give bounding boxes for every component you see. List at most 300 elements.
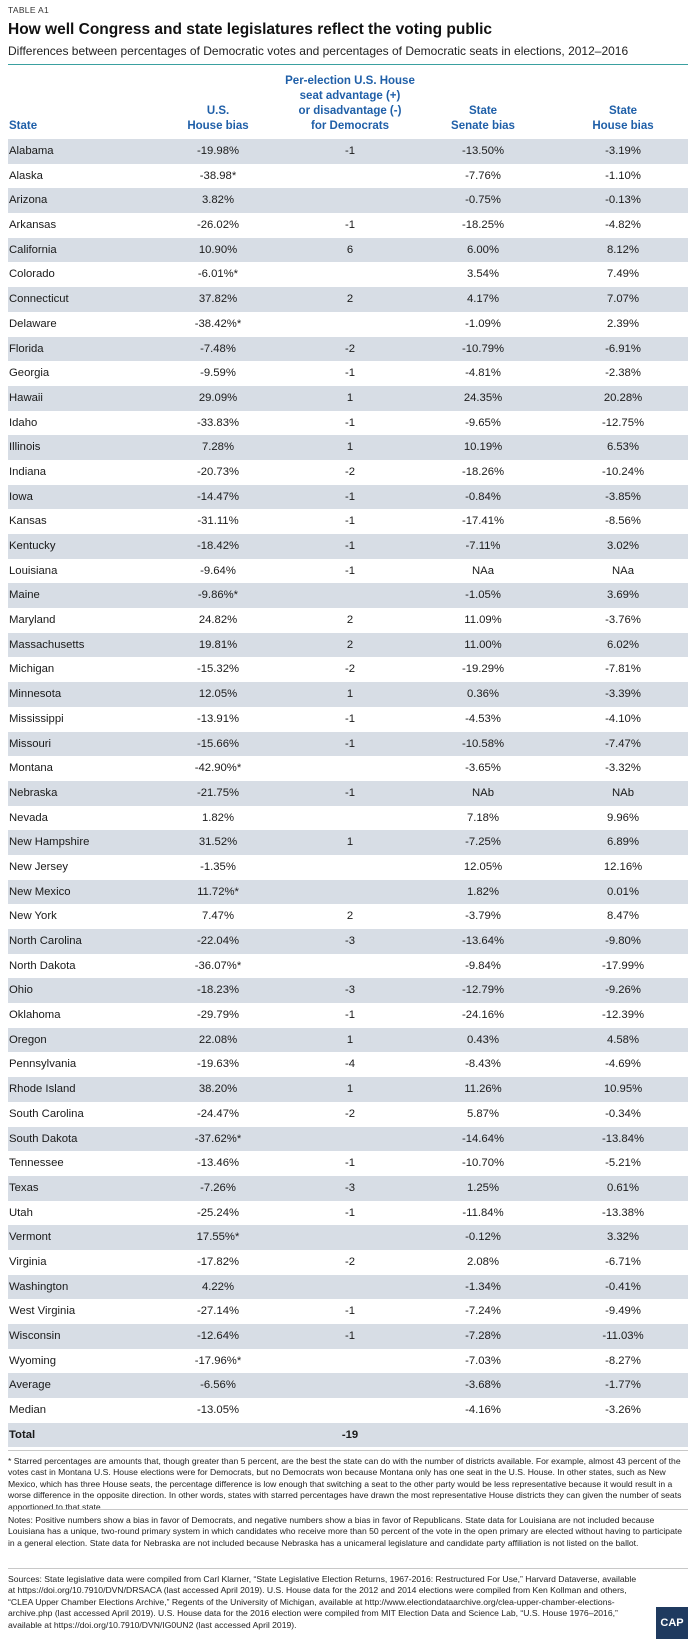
cell-state-senate-bias: 11.26% (464, 1083, 502, 1096)
table-row (8, 213, 688, 238)
cell-state-house-bias: -12.39% (601, 1009, 645, 1022)
cell-state-senate-bias: -0.84% (465, 490, 501, 503)
table-row (8, 435, 688, 460)
cell-state-house-bias: -10.24% (601, 465, 645, 478)
table-row (8, 806, 688, 831)
header-us-house-bias-line1: U.S. (206, 105, 230, 117)
cell-us-house-bias: -20.73% (196, 465, 240, 478)
table-row (8, 657, 688, 682)
cell-state: Georgia (9, 367, 50, 380)
cell-state-house-bias: 9.96% (606, 811, 640, 824)
cell-state-house-bias: -7.81% (605, 663, 641, 676)
cell-us-house-bias: 4.22% (201, 1280, 235, 1293)
table-row (8, 1225, 688, 1250)
cell-state-senate-bias: -1.05% (465, 589, 501, 602)
cell-state-senate-bias: 4.17% (466, 293, 500, 306)
cell-us-house-bias: 7.28% (201, 441, 235, 454)
sources-separator (8, 1568, 688, 1569)
cell-us-house-bias: 38.20% (198, 1083, 238, 1096)
table-row (8, 1275, 688, 1300)
cell-state-senate-bias: -9.84% (465, 959, 501, 972)
cell-state-house-bias: -8.56% (605, 515, 641, 528)
cell-seat-advantage: -1 (344, 540, 356, 552)
page-subtitle: Differences between percentages of Democratic votes and percentages of Democratic seats in elections, 2012–2016 (8, 44, 629, 58)
cell-seat-advantage: 6 (346, 243, 354, 256)
cell-state-house-bias: -6.91% (605, 342, 641, 355)
cell-seat-advantage: -2 (344, 663, 356, 676)
cell-state: Delaware (9, 317, 57, 330)
cell-state: Washington (9, 1280, 69, 1293)
table-row (8, 411, 688, 436)
cell-state-senate-bias: 1.82% (466, 885, 500, 898)
cell-state: Virginia (9, 1255, 47, 1268)
cell-state: Rhode Island (9, 1083, 76, 1096)
cell-state-senate-bias: -11.84% (462, 1206, 504, 1219)
cell-us-house-bias: -1.35% (200, 860, 236, 873)
cell-state: Nebraska (9, 786, 58, 799)
table-row (8, 855, 688, 880)
table-row (8, 559, 688, 584)
table-row (8, 1349, 688, 1374)
table-row (8, 781, 688, 806)
header-seat-advantage-line2: seat advantage (+) (299, 90, 401, 102)
cell-state: Arizona (9, 194, 48, 207)
header-house-line1: State (608, 105, 638, 117)
cell-us-house-bias: -7.48% (200, 342, 236, 355)
footnote: * Starred percentages are amounts that, though greater than 5 percent, are the best the state can do with the number of districts available. For example, almost 43 percent of the votes cast in Montana U.S. House elections were for Democrats, but no Democrats won because Montana only has one seat in the U.S. House. In other states, such as New Mexico, which has three House seats, the percentage difference is low enough that switching a seat to the other party would be less representative because it would result in a worse difference in the opposite direction. In other words, states with starred percentages have drawn the most representative House districts they can given the number of seats apportioned to that state. (8, 1456, 682, 1512)
cell-state-senate-bias: 12.05% (463, 860, 503, 873)
cell-state-senate-bias: -0.12% (465, 1231, 501, 1244)
cell-state-senate-bias: -14.64% (461, 1132, 505, 1145)
cell-state-house-bias: -13.84% (601, 1132, 645, 1145)
cell-seat-advantage: -1 (344, 515, 356, 528)
cell-state-house-bias: -3.26% (605, 1404, 641, 1417)
cell-state-house-bias: -2.38% (605, 367, 641, 380)
cell-us-house-bias: -18.23% (196, 984, 240, 997)
table-row (8, 1028, 688, 1053)
table-row (8, 608, 688, 633)
table-row (8, 583, 688, 608)
cell-us-house-bias: -13.91% (196, 712, 240, 725)
table-row (8, 929, 688, 954)
cell-state-house-bias: NAb (612, 786, 634, 799)
footnote-separator (8, 1450, 688, 1451)
cell-state-house-bias: 8.12% (606, 243, 640, 256)
table-row (8, 1398, 688, 1423)
cell-state-senate-bias: 0.43% (466, 1033, 500, 1046)
sources: Sources: State legislative data were compiled from Carl Klarner, “State Legislative Election Returns, 1967-2016: Restructured For Use,” Harvard Dataverse, available at https://doi.org/10.7910/DVN/DRSACA (last accessed April 2019). U.S. House data for the 2012 and 2014 elections were compiled from Ken Kollman and others, “CLEA Upper Chamber Elections Archive,” Regents of the University of Michigan, available at http://www.electiondataarchive.org/clea-upper-chamber-elections-archive.php (last accessed April 2019). U.S. House data for the 2016 election were compiled from MIT Election Data and Science Lab, “U.S. House 1976–2016,” available at https://doi.org/10.7910/DVN/IG0UN2 (last accessed April 2019). (8, 1574, 637, 1630)
cell-state-house-bias: 7.49% (606, 268, 640, 281)
cell-seat-advantage: -3 (344, 1181, 356, 1194)
cell-us-house-bias: -38.42%* (194, 317, 242, 330)
cell-state-senate-bias: -10.70% (461, 1157, 505, 1170)
cell-seat-advantage: 1 (346, 441, 354, 454)
cell-us-house-bias: 29.09% (198, 391, 238, 404)
cell-state-house-bias: -3.39% (605, 688, 641, 701)
cell-us-house-bias: -25.24% (196, 1206, 240, 1219)
cell-us-house-bias: -12.64% (196, 1330, 240, 1342)
table-row (8, 1299, 688, 1324)
cell-state-senate-bias: -7.76% (465, 169, 501, 182)
cell-us-house-bias: -9.64% (200, 564, 236, 577)
cell-state-senate-bias: 10.19% (463, 441, 503, 454)
cell-state-senate-bias: -18.25% (461, 219, 505, 232)
cell-state: South Carolina (9, 1107, 84, 1120)
header-us-house-bias (148, 104, 288, 134)
cell-state-senate-bias: -3.65% (465, 762, 501, 775)
total-label: Total (9, 1428, 36, 1441)
cell-state-house-bias: 2.39% (606, 317, 640, 330)
table-row (8, 830, 688, 855)
cell-state-senate-bias: -7.24% (465, 1305, 501, 1318)
cell-state: Tennessee (9, 1157, 64, 1170)
table-row (8, 1003, 688, 1028)
cell-state-house-bias: -7.47% (605, 737, 641, 750)
cell-state: Florida (9, 342, 44, 355)
cell-state-house-bias: 7.07% (606, 293, 640, 306)
cell-us-house-bias: -42.90%* (194, 762, 242, 775)
cell-seat-advantage: -1 (344, 1009, 356, 1022)
cell-state: Oklahoma (9, 1009, 61, 1022)
cell-state-senate-bias: -7.11% (465, 540, 501, 552)
header-state: State (9, 120, 38, 132)
cell-state-senate-bias: -8.43% (465, 1058, 501, 1071)
cell-us-house-bias: -27.14% (196, 1305, 240, 1318)
cell-state-senate-bias: -18.26% (461, 465, 505, 478)
cell-state-house-bias: -3.19% (605, 145, 641, 157)
cell-state-senate-bias: -10.58% (461, 737, 505, 750)
cell-state: Michigan (9, 663, 55, 676)
table-row (8, 262, 688, 287)
table-row (8, 509, 688, 534)
cell-state-senate-bias: -4.16% (465, 1404, 501, 1417)
table-row (8, 633, 688, 658)
cell-us-house-bias: -6.01%* (197, 268, 239, 281)
cell-state: Wyoming (9, 1354, 56, 1367)
header-seat-advantage (270, 74, 430, 134)
table-row (8, 954, 688, 979)
cell-state-senate-bias: -7.03% (465, 1354, 501, 1367)
cell-state-senate-bias: -3.79% (465, 910, 501, 923)
cell-state: Connecticut (9, 293, 69, 306)
table-row (8, 1102, 688, 1127)
cell-state-senate-bias: 5.87% (466, 1107, 500, 1120)
cell-seat-advantage: -1 (344, 219, 356, 232)
cell-state-senate-bias: -1.34% (465, 1280, 501, 1293)
cell-state: Utah (9, 1206, 33, 1219)
cell-seat-advantage: -1 (344, 737, 356, 750)
cell-state: Texas (9, 1181, 39, 1194)
cell-state-house-bias: -0.13% (605, 194, 641, 207)
cell-state-senate-bias: -1.09% (465, 317, 501, 330)
table-row (8, 287, 688, 312)
table-row (8, 337, 688, 362)
cell-state-house-bias: -9.49% (605, 1305, 641, 1318)
cell-state-house-bias: -4.10% (605, 712, 641, 725)
table-row (8, 1127, 688, 1152)
cell-state-senate-bias: NAa (472, 564, 494, 577)
cell-state: Illinois (9, 441, 41, 454)
cell-us-house-bias: 11.72%* (197, 885, 239, 898)
table-row (8, 1250, 688, 1275)
header-state-senate-bias (418, 104, 548, 134)
cell-us-house-bias: 1.82% (201, 811, 235, 824)
cell-state: Maine (9, 589, 40, 602)
cell-state-senate-bias: 11.00% (464, 638, 502, 651)
cell-state-house-bias: 12.16% (603, 860, 643, 873)
cell-us-house-bias: -17.82% (196, 1255, 240, 1268)
cell-state-house-bias: 4.58% (606, 1033, 640, 1046)
cell-us-house-bias: -33.83% (196, 416, 240, 429)
cell-state-senate-bias: -4.81% (465, 367, 501, 380)
cell-seat-advantage: -2 (344, 1107, 356, 1120)
cell-seat-advantage: -1 (344, 416, 356, 429)
cell-state: West Virginia (9, 1305, 76, 1318)
cell-state: Kansas (9, 515, 47, 528)
cell-us-house-bias: -18.42% (196, 540, 240, 552)
cell-state-senate-bias: 7.18% (466, 811, 500, 824)
cell-state-senate-bias: 11.09% (464, 614, 502, 627)
cell-state-senate-bias: 6.00% (466, 243, 500, 256)
cell-state-senate-bias: -7.25% (465, 836, 501, 849)
table-row (8, 386, 688, 411)
table-row (8, 238, 688, 263)
cell-state: Massachusetts (9, 638, 85, 651)
cell-seat-advantage: 1 (346, 1033, 354, 1046)
cell-us-house-bias: 3.82% (201, 194, 235, 207)
cell-state-senate-bias: -3.68% (465, 1379, 501, 1392)
table-tag: TABLE A1 (8, 5, 49, 15)
cell-us-house-bias: -9.86%* (197, 589, 239, 602)
cell-state-house-bias: -17.99% (601, 959, 645, 972)
cell-state: New Mexico (9, 885, 71, 898)
cell-us-house-bias: -7.26% (200, 1181, 236, 1194)
cell-state: Mississippi (9, 712, 64, 725)
cell-us-house-bias: -26.02% (196, 219, 240, 232)
cell-us-house-bias: -29.79% (196, 1009, 240, 1022)
table-row (8, 1151, 688, 1176)
table-row (8, 1052, 688, 1077)
table-row (8, 164, 688, 189)
title-rule (8, 64, 688, 65)
header-state-house-bias (558, 104, 688, 134)
cell-state-house-bias: 3.32% (606, 1231, 640, 1244)
table-row (8, 485, 688, 510)
cell-seat-advantage: -1 (344, 145, 356, 157)
cell-state-senate-bias: 1.25% (466, 1181, 500, 1194)
cell-state-senate-bias: -0.75% (465, 194, 501, 207)
cell-state-house-bias: -3.85% (605, 490, 641, 503)
cell-us-house-bias: 37.82% (198, 293, 238, 306)
cell-seat-advantage: -1 (344, 367, 356, 380)
cell-state: Louisiana (9, 564, 58, 577)
header-seat-advantage-line3: or disadvantage (-) (298, 105, 402, 117)
table-row (8, 904, 688, 929)
cell-state-house-bias: -3.32% (605, 762, 641, 775)
cell-state-senate-bias: -9.65% (465, 416, 501, 429)
cell-state-house-bias: 20.28% (603, 391, 643, 404)
cell-seat-advantage: -1 (344, 564, 356, 577)
cell-state-house-bias: -0.34% (605, 1107, 641, 1120)
cell-seat-advantage: -1 (344, 712, 356, 725)
cell-state-senate-bias: -13.50% (461, 145, 505, 157)
table-row (8, 707, 688, 732)
table-row (8, 756, 688, 781)
cell-seat-advantage: 1 (346, 836, 354, 849)
cell-state: Montana (9, 762, 53, 775)
cell-us-house-bias: -36.07%* (194, 959, 242, 972)
cell-us-house-bias: -24.47% (196, 1107, 240, 1120)
cell-state-house-bias: -1.10% (605, 169, 641, 182)
cell-seat-advantage: -1 (344, 1157, 356, 1170)
header-us-house-bias-line2: House bias (187, 120, 249, 132)
cell-us-house-bias: -37.62%* (194, 1132, 242, 1145)
cell-state-house-bias: -12.75% (601, 416, 645, 429)
cell-seat-advantage: -2 (344, 465, 356, 478)
total-seat-advantage: -19 (341, 1428, 359, 1441)
cell-us-house-bias: -21.75% (196, 786, 240, 799)
cell-state: Indiana (9, 465, 47, 478)
cell-seat-advantage: 2 (346, 614, 354, 627)
cell-state-house-bias: -8.27% (605, 1354, 641, 1367)
cell-seat-advantage: -2 (344, 1255, 356, 1268)
cell-state-senate-bias: -19.29% (461, 663, 505, 676)
cell-seat-advantage: -2 (344, 342, 356, 355)
cell-state: Arkansas (9, 219, 57, 232)
cell-state-senate-bias: 3.54% (466, 268, 500, 281)
cell-state: Hawaii (9, 391, 43, 404)
cell-state: New York (9, 910, 57, 923)
cell-seat-advantage: -1 (344, 786, 356, 799)
table-row (8, 1373, 688, 1398)
table-header (8, 68, 688, 138)
cell-state-house-bias: -0.41% (605, 1280, 641, 1293)
cell-state: Minnesota (9, 688, 62, 701)
cell-state: Maryland (9, 614, 56, 627)
cell-state-senate-bias: 0.36% (466, 688, 500, 701)
cell-state-house-bias: 3.02% (606, 540, 640, 552)
table-row (8, 312, 688, 337)
cell-state: New Jersey (9, 860, 69, 873)
cap-logo: CAP (656, 1607, 688, 1639)
cell-state-house-bias: 3.69% (606, 589, 640, 602)
cell-state-house-bias: 0.61% (606, 1181, 640, 1194)
cell-seat-advantage: 2 (346, 910, 354, 923)
cell-state-senate-bias: 24.35% (463, 391, 503, 404)
cell-seat-advantage: -4 (344, 1058, 356, 1071)
cell-us-house-bias: -19.98% (196, 145, 240, 157)
cell-us-house-bias: 12.05% (198, 688, 238, 701)
cell-state: Oregon (9, 1033, 47, 1046)
cell-state-senate-bias: -7.28% (465, 1330, 501, 1342)
cell-state-senate-bias: -24.16% (461, 1009, 505, 1022)
cell-state-house-bias: -9.80% (605, 935, 641, 947)
cell-state: Nevada (9, 811, 48, 824)
table-body (8, 139, 688, 1447)
cell-state-senate-bias: -4.53% (465, 712, 501, 725)
table-row (8, 682, 688, 707)
cell-state-house-bias: -4.82% (605, 219, 641, 232)
cell-state-senate-bias: NAb (472, 786, 494, 799)
cell-state: New Hampshire (9, 836, 90, 849)
cell-state-house-bias: -13.38% (601, 1206, 645, 1219)
cell-us-house-bias: 17.55%* (196, 1231, 240, 1244)
page-title: How well Congress and state legislatures reflect the voting public (8, 21, 493, 38)
cell-state-house-bias: -3.76% (605, 614, 641, 627)
cell-seat-advantage: -1 (344, 1330, 356, 1342)
cell-seat-advantage: -3 (344, 984, 356, 997)
table-row (8, 732, 688, 757)
cell-us-house-bias: -19.63% (196, 1058, 240, 1071)
cell-seat-advantage: 1 (346, 1083, 354, 1096)
cell-state: Missouri (9, 737, 52, 750)
cell-seat-advantage: -3 (344, 935, 356, 947)
notes: Notes: Positive numbers show a bias in favor of Democrats, and negative numbers show a bias in favor of Republicans. State data for Louisiana are not included because Louisiana has a unique, two-round primary system in which candidates who receive more than 50 percent of the vote in the open primary are elected without having to participate in a general election. State data for Nebraska are not included because Nebraska has a unicameral legislature and candidate party affiliation is not listed on the ballot. (8, 1515, 683, 1548)
cell-state-house-bias: -5.21% (605, 1157, 641, 1170)
table-row (8, 361, 688, 386)
cell-us-house-bias: -17.96%* (194, 1354, 242, 1367)
cell-state: Average (9, 1379, 51, 1392)
table-row (8, 1201, 688, 1226)
cell-us-house-bias: -15.66% (196, 737, 240, 750)
cell-state: Kentucky (9, 540, 56, 552)
cell-us-house-bias: -6.56% (200, 1379, 236, 1392)
table-row (8, 1324, 688, 1349)
cell-seat-advantage: -1 (344, 490, 356, 503)
header-senate-line2: Senate bias (451, 120, 515, 132)
cell-seat-advantage: -1 (344, 1305, 356, 1318)
notes-separator (8, 1509, 688, 1510)
table-row (8, 188, 688, 213)
cell-state: North Dakota (9, 959, 76, 972)
cell-us-house-bias: -31.11% (197, 515, 239, 528)
cell-us-house-bias: 31.52% (198, 836, 238, 849)
cell-us-house-bias: -13.05% (196, 1404, 240, 1417)
cell-state: California (9, 243, 57, 256)
header-seat-advantage-line1: Per-election U.S. House (285, 75, 415, 87)
cell-us-house-bias: 22.08% (198, 1033, 238, 1046)
table-total-row (8, 1423, 688, 1448)
table-row (8, 1077, 688, 1102)
table-row (8, 978, 688, 1003)
cell-state-house-bias: 6.89% (606, 836, 640, 849)
cell-state: North Carolina (9, 935, 82, 947)
cell-state: Vermont (9, 1231, 52, 1244)
table-row (8, 880, 688, 905)
cell-state: Alaska (9, 169, 43, 182)
cell-state-house-bias: NAa (612, 564, 634, 577)
cell-state: Idaho (9, 416, 38, 429)
table-row (8, 139, 688, 164)
cell-state-house-bias: -9.26% (605, 984, 641, 997)
cell-seat-advantage: -1 (344, 1206, 356, 1219)
cell-seat-advantage: 2 (346, 293, 354, 306)
cell-state-house-bias: 6.53% (606, 441, 640, 454)
cell-state: Pennsylvania (9, 1058, 77, 1071)
cell-state: Wisconsin (9, 1330, 61, 1342)
cell-state-house-bias: 0.01% (606, 885, 640, 898)
cell-us-house-bias: -38.98* (199, 169, 237, 182)
cell-state-senate-bias: -13.64% (461, 935, 505, 947)
cell-state: Iowa (9, 490, 33, 503)
cell-state-senate-bias: -10.79% (461, 342, 505, 355)
cell-state-senate-bias: -17.41% (461, 515, 505, 528)
cell-state: Alabama (9, 145, 54, 157)
cell-us-house-bias: 10.90% (198, 243, 238, 256)
table-row (8, 534, 688, 559)
header-senate-line1: State (468, 105, 498, 117)
cell-us-house-bias: -13.46% (196, 1157, 240, 1170)
